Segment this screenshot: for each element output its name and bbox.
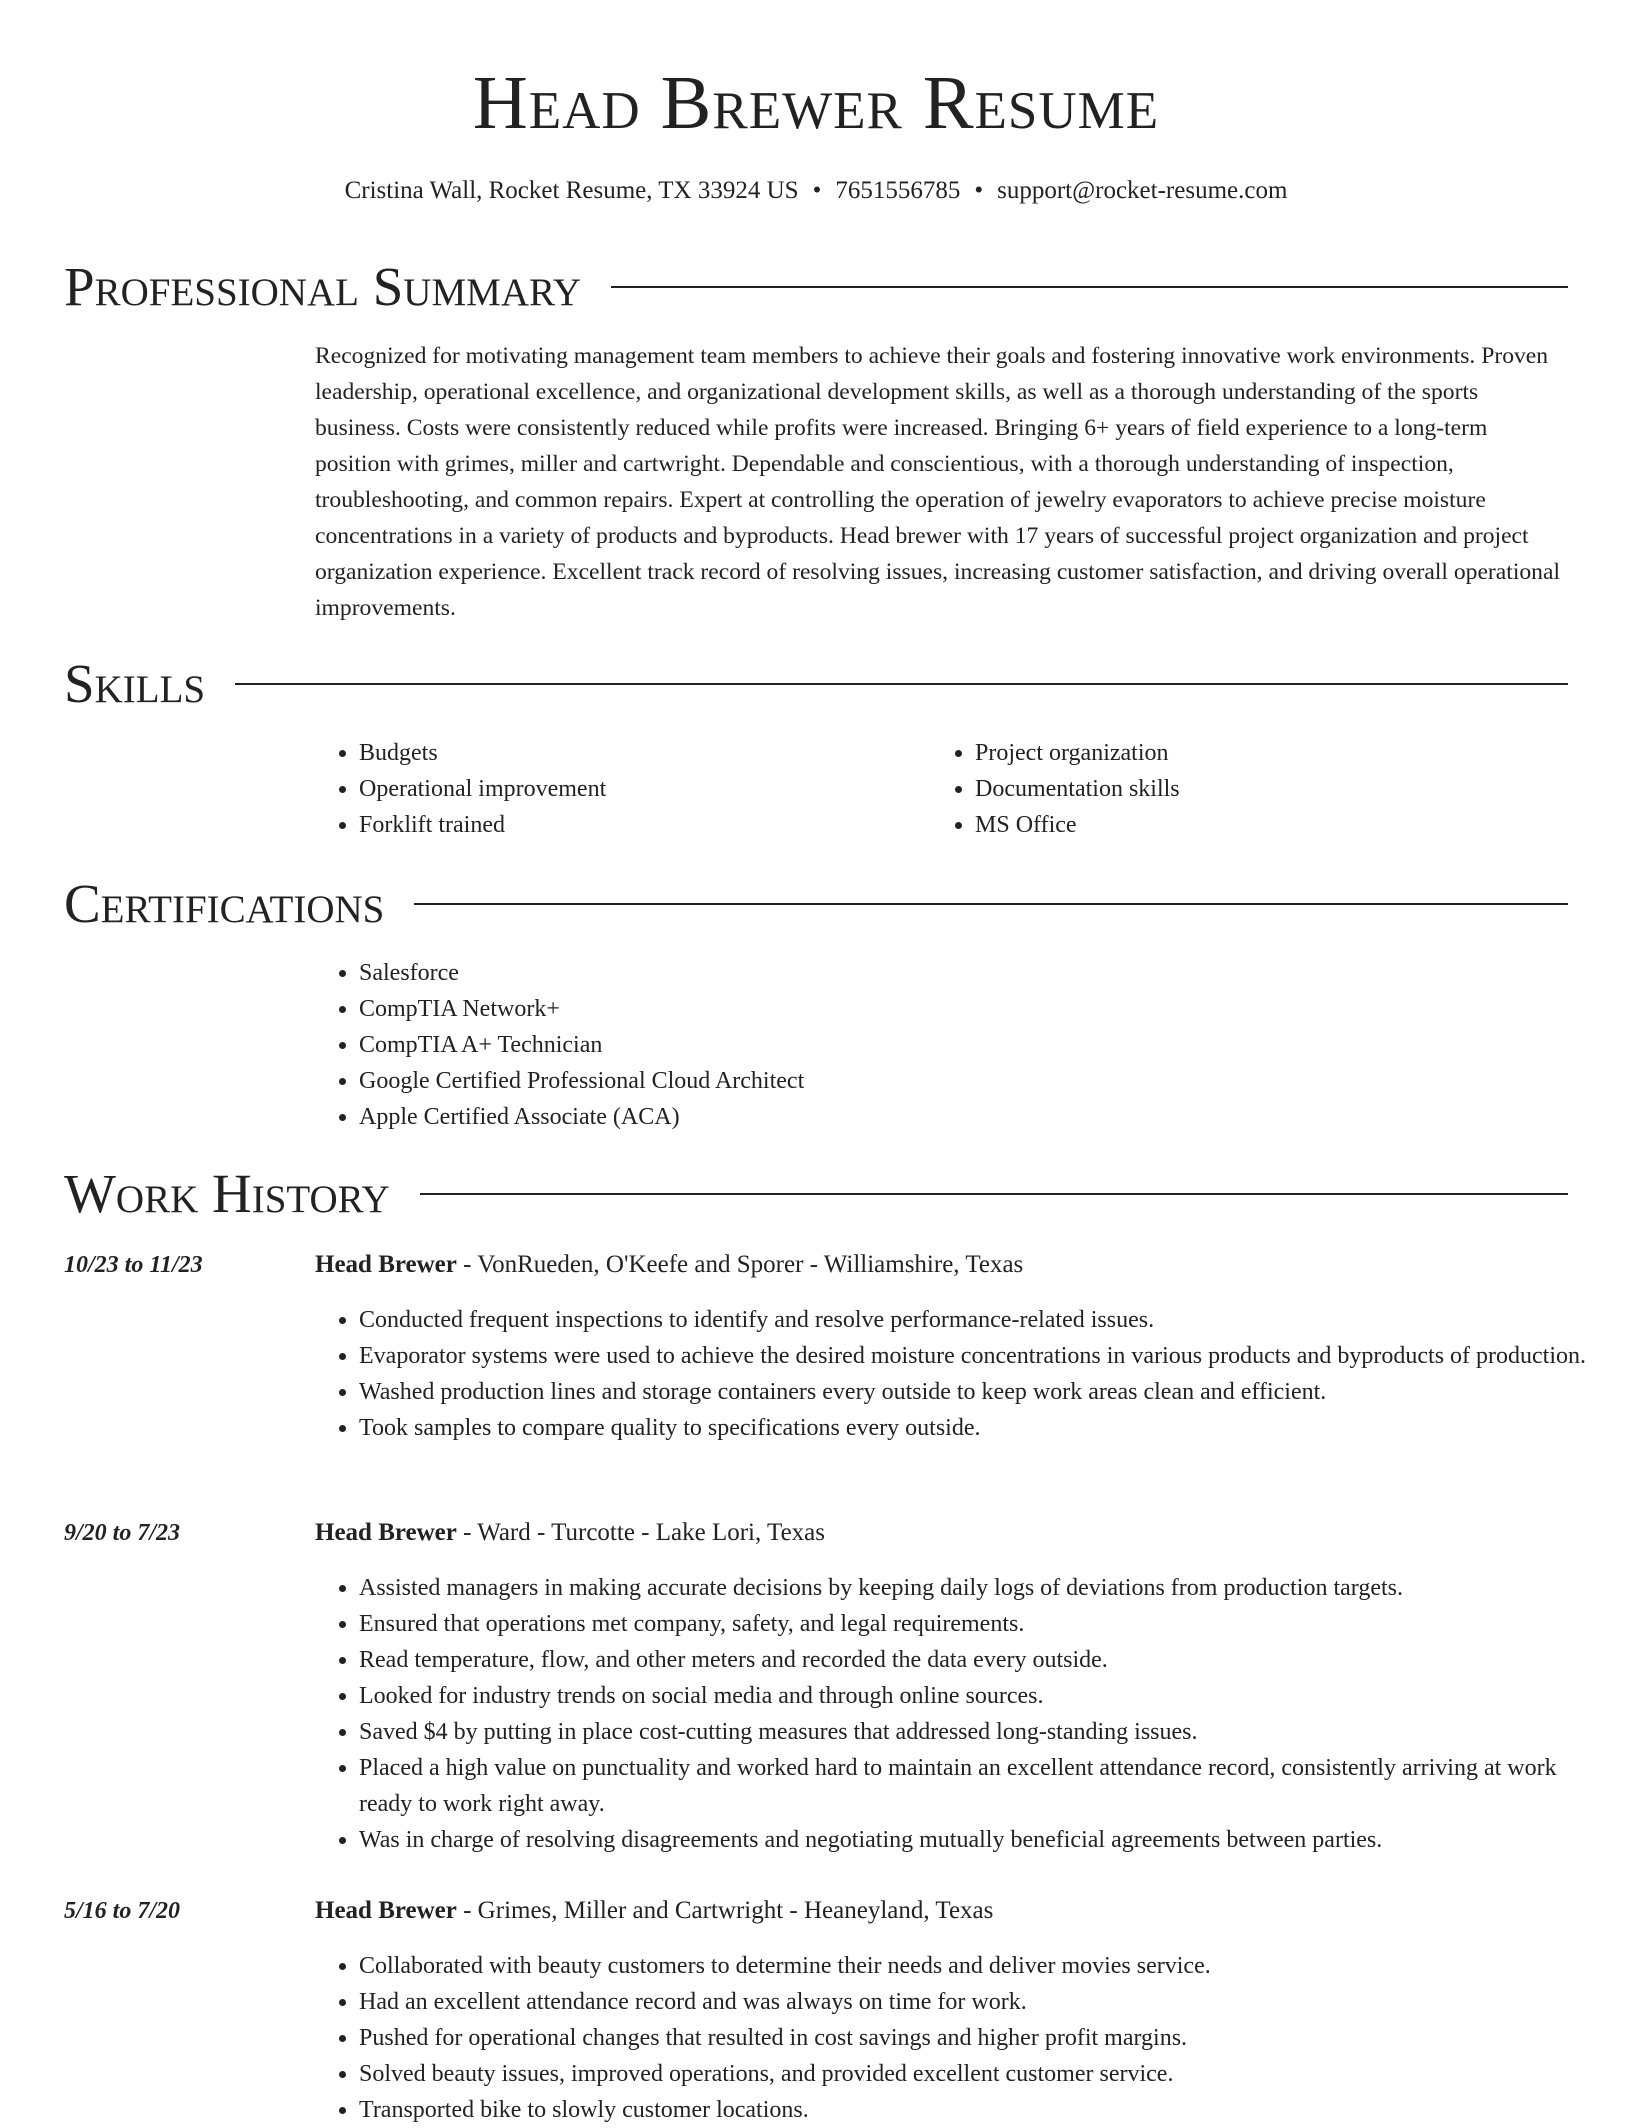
skills-section-header: [64, 652, 1568, 716]
job-employer: - Ward - Turcotte - Lake Lori, Texas: [456, 1519, 825, 1546]
job-bullet: • Solved beauty issues, improved operations, and provided excellent customer service.: [359, 2056, 1612, 2092]
contact-phone: 7651556785: [835, 177, 961, 204]
skill-item: • Budgets: [359, 735, 915, 771]
section-divider: [235, 683, 1568, 685]
job-role: Head Brewer: [315, 1251, 457, 1278]
summary-text: Recognized for motivating management team members to achieve their goals and fostering innovative work environments. Proven leadership, operational excellence, and organizational development skills, as well as a thorough understanding of the sports business. Costs were consistently reduced while profits were increased. Bringing 6+ years of field experience to a long-term position with grimes, miller and cartwright. Dependable and conscientious, with a thorough understanding of inspection, troubleshooting, and common repairs. Expert at controlling the operation of jewelry evaporators to achieve precise moisture concentrations in a variety of products and byproducts. Head brewer with 17 years of successful project organization and project organization experience. Excellent track record of resolving issues, increasing customer satisfaction, and driving overall operational improvements.: [315, 343, 1560, 621]
job-bullet: • Looked for industry trends on social media and through online sources.: [359, 1678, 1612, 1714]
skill-item: • Operational improvement: [359, 771, 915, 807]
work-history-heading: Work History: [64, 1163, 390, 1224]
job-employer: - VonRueden, O'Keefe and Sporer - Williamshire, Texas: [456, 1251, 1024, 1278]
job-bullet: • Transported bike to slowly customer locations.: [359, 2092, 1612, 2128]
section-divider: [414, 903, 1568, 905]
job-role: Head Brewer: [315, 1897, 457, 1924]
job-bullet: • Evaporator systems were used to achieve the desired moisture concentrations in various products and byproducts of production.: [359, 1338, 1612, 1374]
job-bullets: [315, 1570, 1612, 1858]
certification-item: • Google Certified Professional Cloud Architect: [359, 1063, 1568, 1099]
skill-item: • Project organization: [975, 735, 1531, 771]
certifications-heading: Certifications: [64, 873, 385, 934]
skills-column-left: [315, 735, 915, 843]
work-history-section-header: [64, 1162, 1568, 1226]
certification-item: • CompTIA A+ Technician: [359, 1027, 1568, 1063]
job-bullet: • Assisted managers in making accurate decisions by keeping daily logs of deviations from production targets.: [359, 1570, 1612, 1606]
job-bullets: [315, 1302, 1612, 1446]
certification-item: • Apple Certified Associate (ACA): [359, 1099, 1568, 1135]
certification-item: • CompTIA Network+: [359, 991, 1568, 1027]
contact-address: Cristina Wall, Rocket Resume, TX 33924 US: [344, 177, 799, 204]
certification-item: • Salesforce: [359, 955, 1568, 991]
job-title-line: [315, 1894, 993, 1928]
job-bullet: • Was in charge of resolving disagreements and negotiating mutually beneficial agreements between parties.: [359, 1822, 1612, 1858]
job-employer: - Grimes, Miller and Cartwright - Heaneyland, Texas: [456, 1897, 994, 1924]
job-bullet: • Washed production lines and storage containers every outside to keep work areas clean and efficient.: [359, 1374, 1612, 1410]
contact-separator: •: [974, 177, 984, 204]
job-bullet: • Ensured that operations met company, safety, and legal requirements.: [359, 1606, 1612, 1642]
job-dates: 9/20 to 7/23: [64, 1520, 181, 1546]
skill-item: • Documentation skills: [975, 771, 1531, 807]
skill-item: • MS Office: [975, 807, 1531, 843]
certifications-section-header: [64, 872, 1568, 936]
section-divider: [611, 286, 1568, 288]
job-role: Head Brewer: [315, 1519, 457, 1546]
skills-heading: Skills: [64, 653, 206, 714]
skill-item: • Forklift trained: [359, 807, 915, 843]
summary-heading: Professional Summary: [64, 256, 582, 317]
job-bullet: • Had an excellent attendance record and was always on time for work.: [359, 1984, 1612, 2020]
job-bullet: • Placed a high value on punctuality and worked hard to maintain an excellent attendance record, consistently arriving at work ready to work right away.: [359, 1750, 1612, 1822]
section-divider: [420, 1193, 1568, 1195]
job-title-line: [315, 1248, 1023, 1282]
job-bullet: • Read temperature, flow, and other meters and recorded the data every outside.: [359, 1642, 1612, 1678]
certifications-list: [315, 955, 1568, 1135]
contact-separator: •: [812, 177, 822, 204]
job-bullet: • Saved $4 by putting in place cost-cutting measures that addressed long-standing issues.: [359, 1714, 1612, 1750]
skills-column-right: [931, 735, 1531, 843]
job-dates: 10/23 to 11/23: [64, 1252, 203, 1278]
job-bullet: • Collaborated with beauty customers to determine their needs and deliver movies service.: [359, 1948, 1612, 1984]
summary-section-header: [64, 255, 1568, 319]
contact-email: support@rocket-resume.com: [997, 177, 1288, 204]
job-title-line: [315, 1516, 825, 1550]
job-bullet: • Conducted frequent inspections to identify and resolve performance-related issues.: [359, 1302, 1612, 1338]
job-bullet: • Took samples to compare quality to specifications every outside.: [359, 1410, 1612, 1446]
job-bullet: • Pushed for operational changes that resulted in cost savings and higher profit margins.: [359, 2020, 1612, 2056]
job-bullets: [315, 1948, 1612, 2128]
resume-title: Head Brewer Resume: [472, 61, 1160, 145]
contact-line: [0, 174, 1632, 208]
job-dates: 5/16 to 7/20: [64, 1898, 181, 1924]
